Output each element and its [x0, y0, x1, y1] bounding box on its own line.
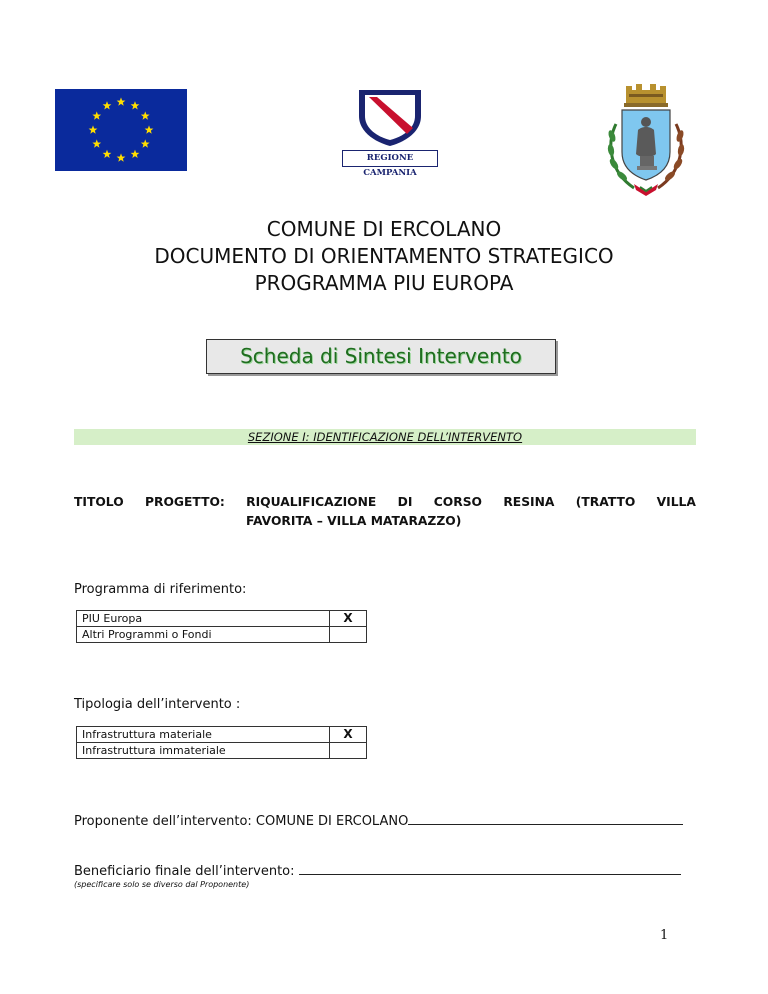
tipologia-table — [76, 726, 367, 759]
table-row — [77, 627, 367, 643]
beneficiario-label: Beneficiario finale dell’intervento: — [74, 864, 295, 879]
beneficiario-row — [74, 862, 694, 879]
title-line-1: COMUNE DI ERCOLANO — [266, 217, 502, 241]
tipologia-option-name: Infrastruttura materiale — [77, 727, 330, 743]
project-title-word: RIQUALIFICAZIONE — [246, 495, 377, 509]
proponente-row — [74, 812, 694, 829]
project-title-word: (TRATTO — [575, 495, 636, 509]
programma-label: Programma di riferimento: — [74, 582, 247, 597]
campania-shield-icon — [355, 88, 425, 148]
project-title-row-2: FAVORITA – VILLA MATARAZZO) — [246, 514, 462, 528]
section-heading: SEZIONE I: IDENTIFICAZIONE DELL’INTERVENTO — [74, 429, 696, 445]
title-line-3: PROGRAMMA PIU EUROPA — [254, 271, 514, 295]
regione-campania-logo — [340, 88, 440, 178]
project-title-word: TITOLO — [74, 495, 124, 509]
tipologia-option-mark[interactable] — [330, 743, 367, 759]
programma-option-mark[interactable]: X — [330, 611, 367, 627]
project-title — [74, 493, 696, 531]
table-row — [77, 611, 367, 627]
programma-option-name: Altri Programmi o Fondi — [77, 627, 330, 643]
document-title — [0, 216, 768, 297]
project-title-row-1 — [74, 493, 696, 512]
eu-flag-icon — [55, 89, 187, 171]
project-title-word: CORSO — [433, 495, 483, 509]
ercolano-crest-icon — [600, 84, 692, 196]
tipologia-option-mark[interactable]: X — [330, 727, 367, 743]
proponente-label: Proponente dell’intervento: COMUNE DI ERCOLANO — [74, 814, 409, 829]
programma-option-name: PIU Europa — [77, 611, 330, 627]
tipologia-label: Tipologia dell’intervento : — [74, 697, 241, 712]
table-row — [77, 727, 367, 743]
table-row — [77, 743, 367, 759]
project-title-word: VILLA — [656, 495, 696, 509]
page-number: 1 — [660, 928, 669, 943]
programma-table — [76, 610, 367, 643]
tipologia-option-name: Infrastruttura immateriale — [77, 743, 330, 759]
proponente-blank-line[interactable] — [408, 812, 683, 825]
beneficiario-blank-line[interactable] — [299, 862, 681, 875]
project-title-word: RESINA — [503, 495, 555, 509]
project-title-word: DI — [397, 495, 413, 509]
scheda-heading: Scheda di Sintesi Intervento — [206, 339, 556, 374]
beneficiario-note: (specificare solo se diverso dal Proponente) — [74, 880, 250, 889]
programma-option-mark[interactable] — [330, 627, 367, 643]
title-line-2: DOCUMENTO DI ORIENTAMENTO STRATEGICO — [154, 244, 614, 268]
regione-campania-caption: REGIONE CAMPANIA — [342, 150, 438, 167]
project-title-word: PROGETTO: — [144, 495, 225, 509]
